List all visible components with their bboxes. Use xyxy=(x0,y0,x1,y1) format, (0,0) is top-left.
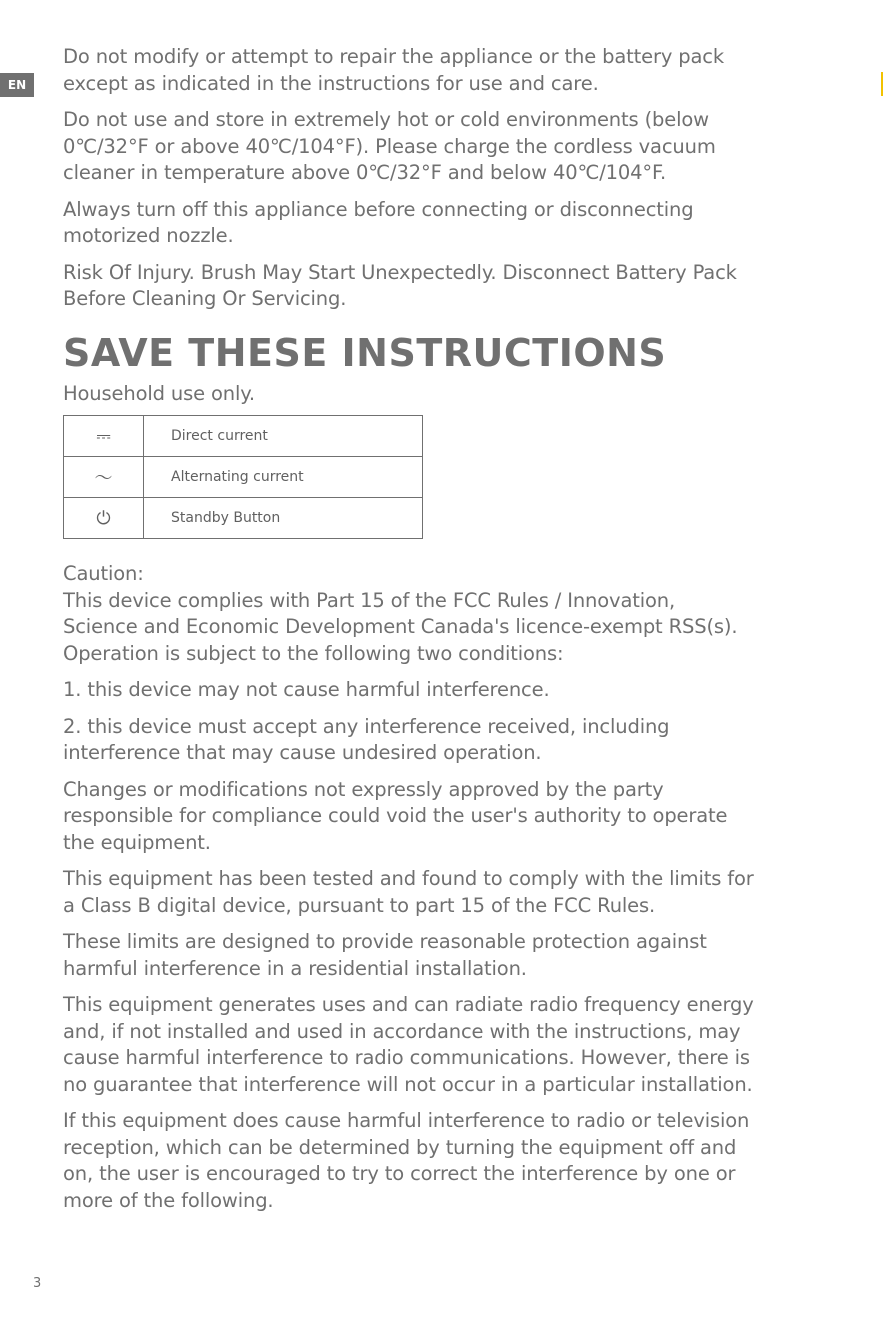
warning-modify xyxy=(63,44,833,97)
line: Risk Of Injury. Brush May Start Unexpectedly. Disconnect Battery Pack xyxy=(63,260,737,284)
line: This equipment generates uses and can radiate radio frequency energy xyxy=(63,993,754,1016)
interference-paragraph xyxy=(63,1108,833,1214)
household-note: Household use only. xyxy=(63,381,255,405)
generates-paragraph xyxy=(63,992,833,1098)
line: Do not modify or attempt to repair the appliance or the battery pack xyxy=(63,45,725,68)
line: These limits are designed to provide reasonable protection against xyxy=(63,930,707,953)
line: a Class B digital device, pursuant to part 15 of the FCC Rules. xyxy=(63,893,656,917)
line: harmful interference in a residential installation. xyxy=(63,956,527,980)
line: responsible for compliance could void the user's authority to operate xyxy=(63,804,728,827)
standby-icon: ⏻ xyxy=(64,498,144,539)
line: and, if not installed and used in accordance with the instructions, may xyxy=(63,1019,741,1043)
caution-title: Caution: xyxy=(63,562,144,585)
line: motorized nozzle. xyxy=(63,224,234,247)
line: 1. this device may not cause harmful interference. xyxy=(63,678,550,701)
line: the equipment. xyxy=(63,830,211,854)
line: 0℃/32°F or above 40℃/104°F). Please charge the cordless vacuum xyxy=(63,134,716,158)
symbol-label: Alternating current xyxy=(144,457,423,498)
line: Before Cleaning Or Servicing. xyxy=(63,287,347,310)
page-number: 3 xyxy=(33,1276,42,1291)
line: except as indicated in the instructions for use and care. xyxy=(63,71,599,95)
save-instructions-heading: SAVE THESE INSTRUCTIONS xyxy=(63,330,667,375)
language-tab: EN xyxy=(0,73,34,97)
line: Science and Economic Development Canada's licence-exempt RSS(s). xyxy=(63,615,738,638)
line: more of the following. xyxy=(63,1188,274,1212)
line: This equipment has been tested and found to comply with the limits for xyxy=(63,867,754,890)
symbol-label: Direct current xyxy=(144,416,423,457)
direct-current-icon: ⎓ xyxy=(64,416,144,457)
warning-injury xyxy=(63,260,833,313)
changes-paragraph xyxy=(63,777,833,857)
caution-intro xyxy=(63,588,833,668)
line: Changes or modifications not expressly approved by the party xyxy=(63,777,664,801)
line: no guarantee that interference will not occur in a particular installation. xyxy=(63,1072,753,1096)
table-row xyxy=(64,416,423,457)
table-row xyxy=(64,457,423,498)
line: Do not use and store in extremely hot or cold environments (below xyxy=(63,108,709,131)
warning-temperature xyxy=(63,107,833,187)
limits-paragraph xyxy=(63,929,833,982)
table-row xyxy=(64,498,423,539)
line: on, the user is encouraged to try to correct the interference by one or xyxy=(63,1162,736,1185)
line: reception, which can be determined by turning the equipment off and xyxy=(63,1135,737,1159)
line: cleaner in temperature above 0℃/32°F and below 40℃/104°F. xyxy=(63,161,666,184)
alternating-current-icon: ～ xyxy=(64,457,144,498)
line: 2. this device must accept any interference received, including xyxy=(63,714,670,738)
line: interference that may cause undesired operation. xyxy=(63,741,542,764)
condition-1 xyxy=(63,677,833,704)
symbols-table xyxy=(63,415,423,539)
line: This device complies with Part 15 of the FCC Rules / Innovation, xyxy=(63,588,676,612)
tested-paragraph xyxy=(63,866,833,919)
symbol-label: Standby Button xyxy=(144,498,423,539)
line: Always turn off this appliance before connecting or disconnecting xyxy=(63,197,694,221)
line: Operation is subject to the following two conditions: xyxy=(63,641,564,665)
condition-2 xyxy=(63,714,833,767)
warning-turn-off xyxy=(63,197,833,250)
line: cause harmful interference to radio communications. However, there is xyxy=(63,1046,750,1069)
line: If this equipment does cause harmful interference to radio or television xyxy=(63,1109,750,1132)
page-content xyxy=(63,44,833,1224)
